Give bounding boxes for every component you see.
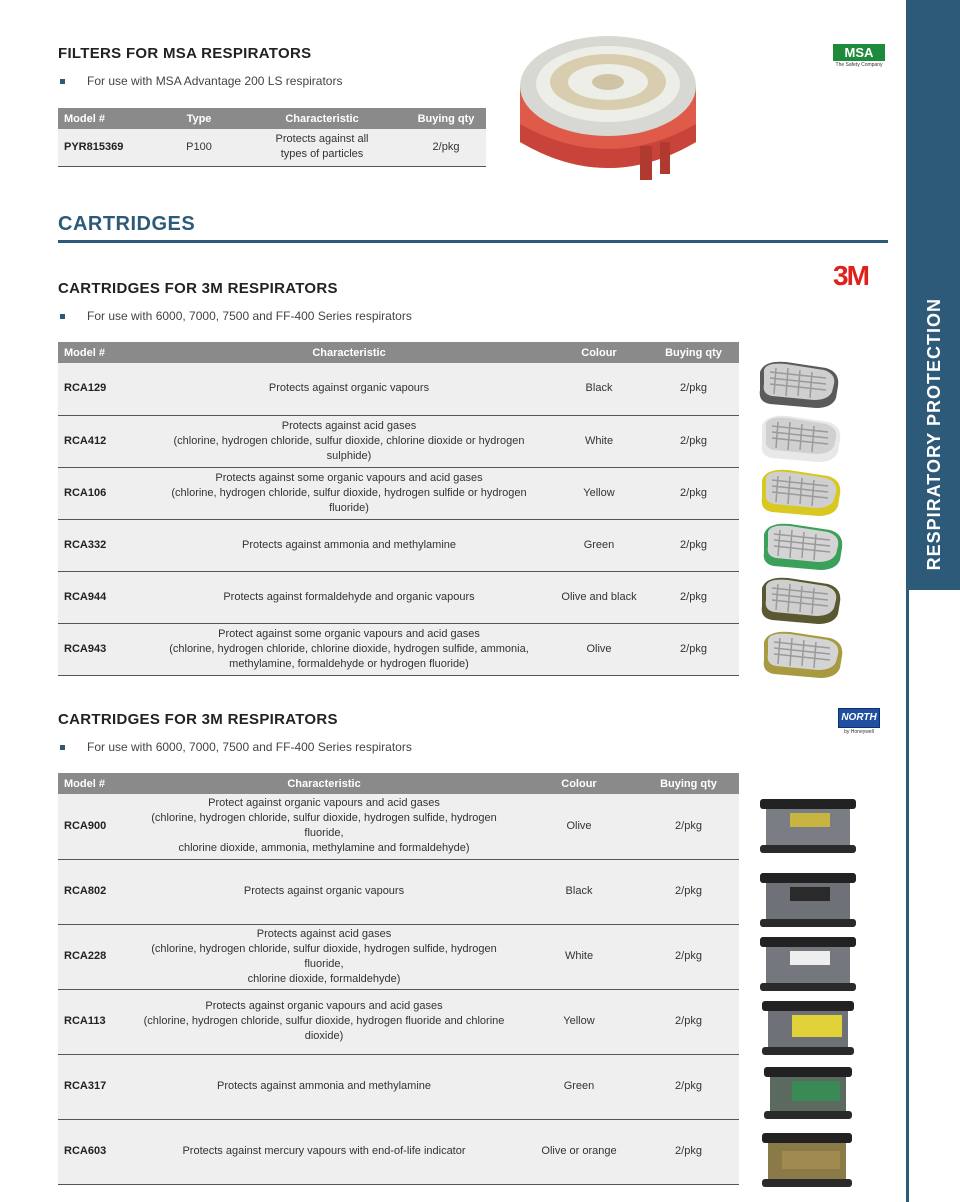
cartridge-image-olive — [764, 632, 843, 678]
cell-characteristic — [128, 1119, 520, 1184]
char-line: chlorine dioxide, ammonia, methylamine and formaldehyde) — [178, 842, 470, 855]
char-line: Protects against ammonia and methylamine — [242, 538, 456, 551]
cartridge-image-green — [764, 524, 843, 570]
cell-qty: 2/pkg — [648, 571, 739, 623]
table-header-row — [58, 773, 739, 794]
cell-colour: Black — [550, 363, 648, 415]
table-row — [58, 794, 739, 859]
msa-bullet — [60, 74, 342, 88]
col-header-model: Model # — [58, 342, 148, 363]
cell-qty: 2/pkg — [406, 129, 486, 166]
cell-characteristic — [128, 989, 520, 1054]
char-line: Protects against acid gases — [256, 927, 392, 940]
cartridge-image-olive — [760, 799, 856, 853]
msa-logo-tagline: The Safety Company — [835, 62, 883, 68]
msa-logo — [833, 44, 885, 72]
col-header-characteristic: Characteristic — [148, 342, 550, 363]
cell-characteristic — [128, 794, 520, 859]
col-header-model: Model # — [58, 108, 160, 129]
col-header-qty: Buying qty — [648, 342, 739, 363]
north-bullet-text: For use with 6000, 7000, 7500 and FF-400 Series respirators — [87, 740, 412, 754]
cell-colour: Black — [520, 859, 638, 924]
cell-colour: Yellow — [520, 989, 638, 1054]
cell-colour: Olive — [550, 623, 648, 675]
3m-cartridge-images — [752, 356, 844, 686]
msa-table — [58, 108, 486, 167]
north-logo-text: NORTH — [838, 708, 880, 728]
col-header-characteristic: Characteristic — [128, 773, 520, 794]
char-line: Protects against organic vapours — [268, 382, 430, 395]
table-row — [58, 989, 739, 1054]
cell-colour: Olive — [520, 794, 638, 859]
table-row — [58, 415, 739, 467]
col-header-characteristic: Characteristic — [238, 108, 406, 129]
col-header-type: Type — [160, 108, 238, 129]
char-line: Protects against acid gases — [281, 419, 417, 432]
north-logo-tagline: by Honeywell — [844, 729, 874, 735]
3m-logo — [833, 262, 883, 290]
north-cartridge-images — [758, 795, 860, 1191]
cell-qty: 2/pkg — [638, 924, 739, 989]
3m-logo-text: 3M — [833, 260, 868, 291]
table-row — [58, 1119, 739, 1184]
cell-model: RCA113 — [58, 989, 128, 1054]
cell-colour: Olive and black — [550, 571, 648, 623]
cell-model: RCA228 — [58, 924, 128, 989]
cartridges-heading: CARTRIDGES — [58, 213, 196, 235]
table-row — [58, 571, 739, 623]
cartridge-image-yellow — [762, 470, 841, 516]
cell-model: RCA412 — [58, 415, 148, 467]
cartridge-image-yellow — [762, 1001, 854, 1055]
cartridge-image-white — [762, 416, 841, 462]
cell-model: RCA943 — [58, 623, 148, 675]
char-line: chlorine dioxide, formaldehyde) — [247, 972, 401, 985]
table-header-row — [58, 108, 486, 129]
col-header-colour: Colour — [550, 342, 648, 363]
cell-characteristic — [148, 623, 550, 675]
cell-model: RCA944 — [58, 571, 148, 623]
cell-colour: White — [520, 924, 638, 989]
msa-logo-text: MSA — [833, 44, 885, 61]
col-header-qty: Buying qty — [406, 108, 486, 129]
cell-model: RCA900 — [58, 794, 128, 859]
3m-section-title: CARTRIDGES FOR 3M RESPIRATORS — [58, 280, 338, 297]
msa-bullet-text: For use with MSA Advantage 200 LS respirators — [87, 74, 343, 88]
north-table — [58, 773, 739, 1185]
table-row — [58, 519, 739, 571]
cell-model: RCA603 — [58, 1119, 128, 1184]
char-line: Protects against organic vapours and acid gases — [205, 1000, 443, 1012]
cell-model: PYR815369 — [58, 129, 160, 166]
bullet-square-icon — [60, 314, 65, 319]
char-line: (chlorine, hydrogen chloride, sulfur dioxide, hydrogen fluoride and chlorine dioxide) — [143, 1015, 505, 1042]
char-line: (chlorine, hydrogen chloride, sulfur dioxide, hydrogen sulfide, hydrogen fluoride, — [151, 942, 497, 970]
msa-section-title: FILTERS FOR MSA RESPIRATORS — [58, 45, 312, 62]
cell-colour: Olive or orange — [520, 1119, 638, 1184]
cell-characteristic — [148, 415, 550, 467]
cell-qty: 2/pkg — [648, 415, 739, 467]
cell-qty: 2/pkg — [638, 989, 739, 1054]
char-line: (chlorine, hydrogen chloride, sulfur dioxide, hydrogen sulfide, hydrogen fluoride, — [151, 812, 497, 840]
north-section-title: CARTRIDGES FOR 3M RESPIRATORS — [58, 711, 338, 728]
cell-model: RCA106 — [58, 467, 148, 519]
char-line: Protects against some organic vapours and acid gases — [215, 471, 483, 484]
sidebar-label-wrap — [908, 0, 960, 590]
cell-qty: 2/pkg — [638, 1119, 739, 1184]
cell-colour: Green — [520, 1054, 638, 1119]
char-line: Protects against ammonia and methylamine — [217, 1080, 431, 1092]
char-line: Protects against formaldehyde and organic vapours — [223, 590, 475, 603]
north-bullet — [60, 740, 412, 754]
cell-qty: 2/pkg — [648, 467, 739, 519]
table-row — [58, 1054, 739, 1119]
cell-characteristic — [148, 571, 550, 623]
cell-model: RCA332 — [58, 519, 148, 571]
cell-type: P100 — [160, 129, 238, 166]
char-line: (chlorine, hydrogen chloride, chlorine dioxide, hydrogen sulfide, ammonia, — [169, 642, 529, 655]
cell-model: RCA802 — [58, 859, 128, 924]
char-line: Protect against some organic vapours and acid gases — [218, 627, 480, 640]
3m-bullet-text: For use with 6000, 7000, 7500 and FF-400 Series respirators — [87, 309, 412, 323]
col-header-qty: Buying qty — [638, 773, 739, 794]
table-row — [58, 363, 739, 415]
char-line: types of particles — [280, 148, 364, 161]
cell-qty: 2/pkg — [648, 519, 739, 571]
cartridge-image-olive-orange — [762, 1133, 852, 1187]
char-line: (chlorine, hydrogen chloride, sulfur dioxide, chlorine dioxide or hydrogen sulphide) — [173, 434, 525, 462]
cartridge-image-white — [760, 937, 856, 991]
cell-qty: 2/pkg — [638, 859, 739, 924]
cell-colour: White — [550, 415, 648, 467]
table-row — [58, 129, 486, 166]
char-line: Protects against organic vapours — [243, 885, 405, 897]
3m-table — [58, 342, 739, 676]
cartridge-image-black — [760, 362, 839, 408]
table-row — [58, 467, 739, 519]
table-header-row — [58, 342, 739, 363]
char-line: Protect against organic vapours and acid gases — [208, 797, 440, 810]
col-header-model: Model # — [58, 773, 128, 794]
table-row — [58, 859, 739, 924]
cell-characteristic — [128, 859, 520, 924]
bullet-square-icon — [60, 79, 65, 84]
sidebar-label: RESPIRATORY PROTECTION — [923, 297, 944, 570]
heading-underline — [58, 240, 888, 243]
cell-characteristic — [148, 519, 550, 571]
cartridge-image-green — [764, 1067, 852, 1119]
cell-qty: 2/pkg — [638, 1054, 739, 1119]
north-logo — [838, 708, 880, 736]
cell-qty: 2/pkg — [648, 363, 739, 415]
cell-characteristic — [128, 924, 520, 989]
cell-characteristic — [148, 467, 550, 519]
cell-colour: Green — [550, 519, 648, 571]
cell-colour: Yellow — [550, 467, 648, 519]
cell-model: RCA129 — [58, 363, 148, 415]
cell-characteristic — [148, 363, 550, 415]
col-header-colour: Colour — [520, 773, 638, 794]
cell-characteristic — [128, 1054, 520, 1119]
char-line: Protects against mercury vapours with end-of-life indicator — [182, 1145, 466, 1157]
table-row — [58, 623, 739, 675]
msa-filter-image — [510, 24, 706, 192]
table-row — [58, 924, 739, 989]
cartridge-image-olive-black — [762, 578, 841, 624]
cell-qty: 2/pkg — [638, 794, 739, 859]
char-line: Protects against all — [275, 133, 369, 146]
bullet-square-icon — [60, 745, 65, 750]
3m-bullet — [60, 309, 412, 323]
char-line: (chlorine, hydrogen chloride, sulfur dioxide, hydrogen sulfide or hydrogen fluoride) — [171, 486, 527, 514]
cell-qty: 2/pkg — [648, 623, 739, 675]
cartridge-image-black — [760, 873, 856, 927]
cell-characteristic — [238, 129, 406, 166]
cell-model: RCA317 — [58, 1054, 128, 1119]
char-line: methylamine, formaldehyde or hydrogen fluoride) — [229, 657, 469, 670]
